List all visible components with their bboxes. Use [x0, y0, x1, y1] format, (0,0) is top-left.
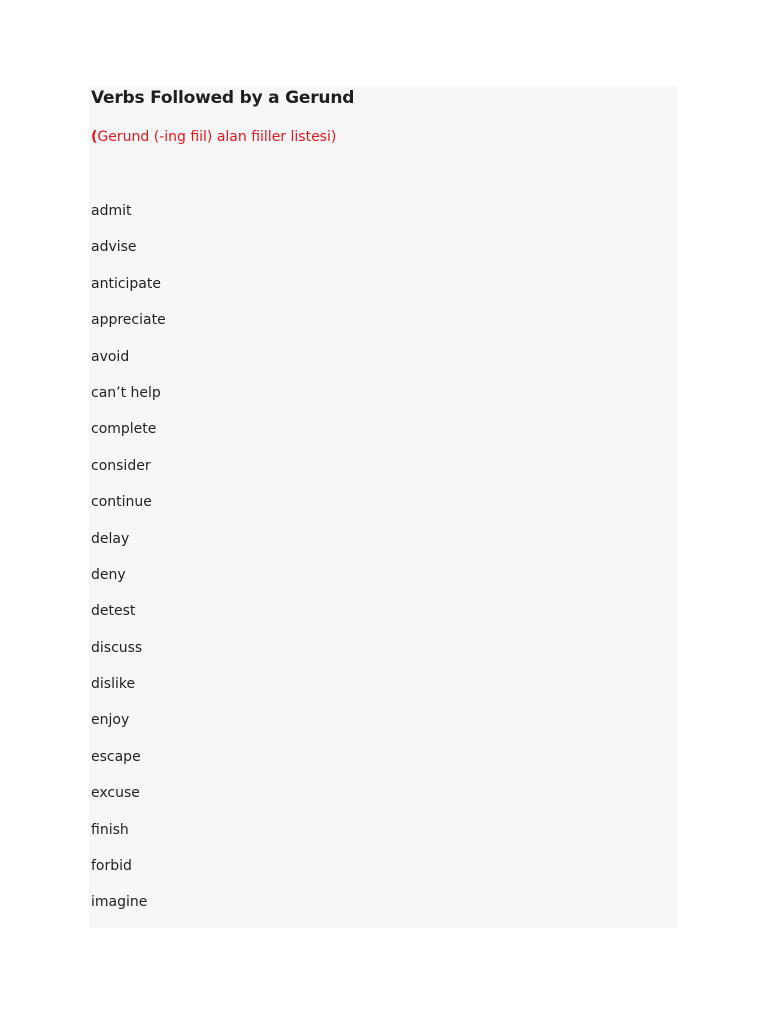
- verb-item: appreciate: [91, 312, 166, 329]
- verb-item: excuse: [91, 785, 140, 802]
- verb-item: detest: [91, 603, 136, 620]
- verb-item: imagine: [91, 894, 148, 911]
- verb-item: forbid: [91, 858, 132, 875]
- content-panel: [89, 86, 678, 928]
- verb-item: admit: [91, 203, 132, 219]
- verb-item: continue: [91, 494, 152, 511]
- verb-item: avoid: [91, 348, 130, 365]
- verb-item: consider: [91, 457, 151, 474]
- verb-item: finish: [91, 821, 129, 838]
- verb-list: [91, 200, 166, 928]
- verb-item: complete: [91, 421, 157, 438]
- subtitle-text: Gerund (-ing fiil) alan fiiller listesi): [97, 129, 337, 145]
- subtitle: [91, 129, 336, 145]
- page-title: Verbs Followed by a Gerund: [91, 88, 355, 108]
- verb-item: can’t help: [91, 384, 161, 401]
- verb-item: dislike: [91, 676, 136, 693]
- verb-item: enjoy: [91, 712, 130, 729]
- verb-item: escape: [91, 748, 141, 765]
- verb-item: advise: [91, 239, 137, 256]
- subtitle-open-paren: (: [91, 129, 98, 145]
- verb-item: delay: [91, 530, 130, 547]
- verb-item: discuss: [91, 639, 143, 656]
- verb-item: deny: [91, 566, 126, 583]
- verb-item: anticipate: [91, 275, 161, 292]
